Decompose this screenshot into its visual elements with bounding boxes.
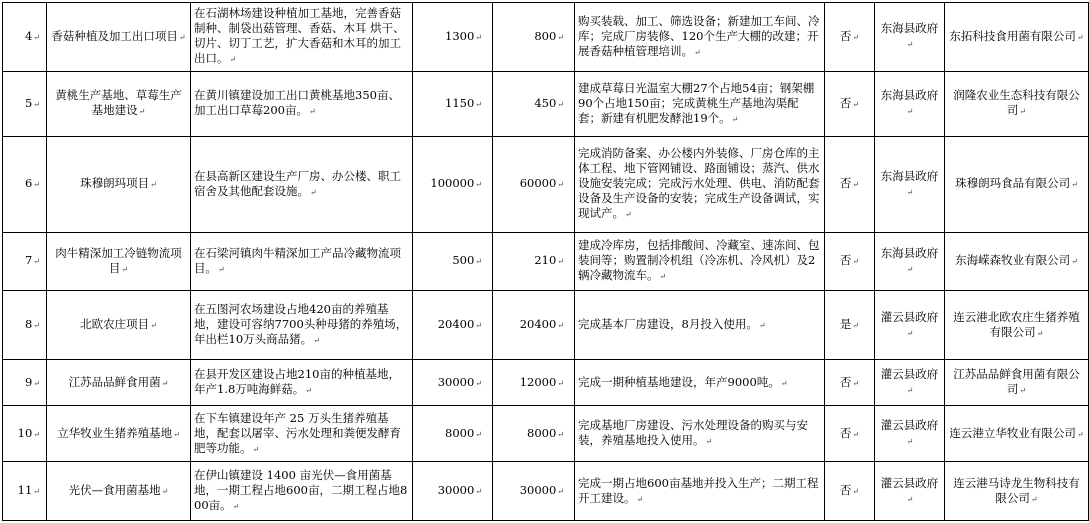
paragraph-mark-icon: ↵ bbox=[218, 264, 225, 274]
annual-investment-text: 20400 bbox=[519, 317, 557, 332]
progress-cell bbox=[575, 360, 825, 406]
construction-content-text: 在县开发区建设占地210亩的种植基地，年产1.8万吨海鲜菇。 bbox=[194, 367, 400, 397]
construction-content-text: 在下车镇建设年产 25 万头生猪养殖基地，配套以屠宰、污水处理和粪便发酵育肥等功能。 bbox=[194, 410, 401, 455]
project-name-cell bbox=[47, 360, 191, 406]
paragraph-mark-icon: ↵ bbox=[852, 32, 860, 42]
paragraph-mark-icon: ↵ bbox=[310, 187, 317, 197]
row-number-text: 6 bbox=[24, 176, 33, 191]
progress-text: 完成一期占地600亩基地并投入生产；二期工程开工建设。 bbox=[578, 475, 819, 505]
progress-cell bbox=[575, 71, 825, 136]
company-text: 连云港马诗龙生物科技有限公司 bbox=[953, 475, 1080, 505]
progress-text: 完成消防备案、办公楼内外装修、厂房仓库的主体工程、地下管网铺设、路面铺设；蒸汽、供水设施安装完成；完成污水处理、供电、消防配套设备及生产设备的安装；完成生产设备调试，实现试产。 bbox=[578, 146, 820, 221]
company-text: 江苏品品鲜食用菌有限公司 bbox=[953, 367, 1080, 397]
project-name-text: 黄桃生产基地、草莓生产基地建设 bbox=[55, 88, 182, 118]
responsible-government-text: 东海县政府 bbox=[880, 21, 939, 36]
construction-content-text: 在石梁河镇肉牛精深加工产品冷藏物流项目。 bbox=[194, 245, 401, 275]
paragraph-mark-icon: ↵ bbox=[1030, 494, 1038, 504]
annual-investment-text: 8000 bbox=[527, 425, 557, 440]
paragraph-mark-icon: ↵ bbox=[906, 107, 914, 117]
project-name-cell bbox=[47, 3, 191, 72]
row-number-text: 7 bbox=[24, 253, 33, 268]
company-text: 东海嵘森牧业有限公司 bbox=[955, 253, 1071, 268]
total-investment-text: 1150 bbox=[445, 95, 475, 110]
row-number-cell bbox=[3, 3, 47, 72]
progress-text: 完成基地厂房建设、污水处理设备的购买与安装，养殖基地投入使用。 bbox=[578, 418, 808, 448]
progress-cell bbox=[575, 3, 825, 72]
paragraph-mark-icon: ↵ bbox=[475, 32, 482, 42]
company-cell bbox=[945, 291, 1089, 360]
paragraph-mark-icon: ↵ bbox=[557, 180, 564, 190]
paragraph-mark-icon: ↵ bbox=[305, 386, 312, 396]
row-number-cell bbox=[3, 462, 47, 521]
paragraph-mark-icon: ↵ bbox=[852, 378, 860, 388]
flag-cell bbox=[825, 136, 875, 232]
paragraph-mark-icon: ↵ bbox=[475, 180, 482, 190]
total-investment-cell bbox=[413, 3, 493, 72]
project-table bbox=[2, 2, 1089, 521]
construction-content-text: 在五图河农场建设占地420亩的养殖基地，建设可容纳7700头种母猪的养殖场，年出栏10万头商品猪。 bbox=[194, 302, 408, 347]
table-body bbox=[3, 3, 1089, 521]
responsible-government-text: 灌云县政府 bbox=[880, 475, 939, 490]
project-name-text: 香菇种植及加工出口项目 bbox=[51, 28, 178, 43]
total-investment-cell bbox=[413, 71, 493, 136]
progress-cell bbox=[575, 291, 825, 360]
paragraph-mark-icon: ↵ bbox=[557, 429, 564, 439]
paragraph-mark-icon: ↵ bbox=[475, 487, 482, 497]
responsible-government-cell bbox=[875, 3, 945, 72]
paragraph-mark-icon: ↵ bbox=[852, 429, 860, 439]
annual-investment-text: 12000 bbox=[519, 374, 557, 389]
responsible-government-cell bbox=[875, 291, 945, 360]
paragraph-mark-icon: ↵ bbox=[852, 487, 860, 497]
company-cell bbox=[945, 360, 1089, 406]
paragraph-mark-icon: ↵ bbox=[557, 99, 564, 109]
responsible-government-cell bbox=[875, 136, 945, 232]
total-investment-text: 500 bbox=[452, 253, 475, 268]
annual-investment-cell bbox=[493, 291, 575, 360]
total-investment-text: 100000 bbox=[430, 176, 475, 191]
flag-cell bbox=[825, 291, 875, 360]
flag-text: 否 bbox=[839, 374, 852, 389]
construction-content-cell bbox=[191, 71, 413, 136]
paragraph-mark-icon: ↵ bbox=[852, 180, 860, 190]
table-row bbox=[3, 3, 1089, 72]
responsible-government-text: 东海县政府 bbox=[880, 88, 939, 103]
total-investment-text: 1300 bbox=[445, 28, 475, 43]
construction-content-text: 在黄川镇建设加工出口黄桃基地350亩、加工出口草莓200亩。 bbox=[194, 88, 400, 118]
company-text: 珠穆朗玛食品有限公司 bbox=[955, 176, 1071, 191]
total-investment-cell bbox=[413, 406, 493, 462]
table-row bbox=[3, 71, 1089, 136]
paragraph-mark-icon: ↵ bbox=[852, 99, 860, 109]
annual-investment-cell bbox=[493, 406, 575, 462]
paragraph-mark-icon: ↵ bbox=[232, 502, 240, 512]
project-name-cell bbox=[47, 232, 191, 290]
project-name-cell bbox=[47, 291, 191, 360]
paragraph-mark-icon: ↵ bbox=[33, 378, 40, 388]
row-number-text: 8 bbox=[24, 317, 33, 332]
paragraph-mark-icon: ↵ bbox=[636, 494, 644, 504]
paragraph-mark-icon: ↵ bbox=[33, 180, 40, 190]
flag-text: 否 bbox=[839, 425, 852, 440]
paragraph-mark-icon: ↵ bbox=[557, 321, 564, 331]
annual-investment-cell bbox=[493, 360, 575, 406]
progress-text: 完成基本厂房建设，8月投入使用。 bbox=[578, 317, 758, 332]
paragraph-mark-icon: ↵ bbox=[252, 444, 260, 454]
row-number-text: 10 bbox=[17, 425, 33, 440]
responsible-government-text: 灌云县政府 bbox=[880, 367, 939, 382]
flag-text: 否 bbox=[839, 253, 852, 268]
company-text: 连云港立华牧业有限公司 bbox=[949, 425, 1076, 440]
company-text: 东拓科技食用菌有限公司 bbox=[949, 28, 1076, 43]
construction-content-text: 在县高新区建设生产厂房、办公楼、职工宿舍及其他配套设施。 bbox=[194, 168, 401, 198]
paragraph-mark-icon: ↵ bbox=[557, 487, 564, 497]
flag-cell bbox=[825, 462, 875, 521]
project-name-text: 北欧农庄项目 bbox=[80, 317, 150, 332]
table-row bbox=[3, 232, 1089, 290]
construction-content-cell bbox=[191, 232, 413, 290]
flag-text: 否 bbox=[839, 95, 852, 110]
annual-investment-cell bbox=[493, 462, 575, 521]
total-investment-text: 30000 bbox=[437, 483, 475, 498]
paragraph-mark-icon: ↵ bbox=[694, 47, 701, 57]
responsible-government-cell bbox=[875, 232, 945, 290]
paragraph-mark-icon: ↵ bbox=[557, 257, 564, 267]
paragraph-mark-icon: ↵ bbox=[33, 99, 40, 109]
responsible-government-cell bbox=[875, 462, 945, 521]
row-number-cell bbox=[3, 136, 47, 232]
project-name-text: 肉牛精深加工冷链物流项目 bbox=[55, 245, 182, 275]
progress-cell bbox=[575, 136, 825, 232]
paragraph-mark-icon: ↵ bbox=[475, 429, 482, 439]
total-investment-text: 8000 bbox=[445, 425, 475, 440]
paragraph-mark-icon: ↵ bbox=[121, 264, 129, 274]
annual-investment-cell bbox=[493, 136, 575, 232]
paragraph-mark-icon: ↵ bbox=[150, 321, 157, 331]
paragraph-mark-icon: ↵ bbox=[557, 32, 564, 42]
paragraph-mark-icon: ↵ bbox=[852, 257, 860, 267]
paragraph-mark-icon: ↵ bbox=[731, 114, 739, 124]
responsible-government-cell bbox=[875, 360, 945, 406]
project-name-cell bbox=[47, 71, 191, 136]
annual-investment-text: 800 bbox=[534, 28, 557, 43]
row-number-text: 9 bbox=[24, 374, 33, 389]
project-name-cell bbox=[47, 462, 191, 521]
progress-cell bbox=[575, 406, 825, 462]
paragraph-mark-icon: ↵ bbox=[906, 386, 914, 396]
total-investment-text: 20400 bbox=[437, 317, 475, 332]
paragraph-mark-icon: ↵ bbox=[852, 321, 860, 331]
construction-content-cell bbox=[191, 360, 413, 406]
responsible-government-text: 灌云县政府 bbox=[880, 309, 939, 324]
responsible-government-text: 东海县政府 bbox=[880, 245, 939, 260]
table-row bbox=[3, 462, 1089, 521]
paragraph-mark-icon: ↵ bbox=[33, 32, 40, 42]
company-cell bbox=[945, 71, 1089, 136]
paragraph-mark-icon: ↵ bbox=[1019, 107, 1027, 117]
paragraph-mark-icon: ↵ bbox=[173, 429, 180, 439]
row-number-cell bbox=[3, 291, 47, 360]
company-text: 连云港北欧农庄生猪养殖有限公司 bbox=[953, 309, 1080, 339]
flag-text: 是 bbox=[839, 317, 852, 332]
project-name-text: 光伏—食用菌基地 bbox=[68, 483, 161, 498]
annual-investment-text: 60000 bbox=[519, 176, 557, 191]
construction-content-cell bbox=[191, 3, 413, 72]
paragraph-mark-icon: ↵ bbox=[33, 429, 40, 439]
construction-content-text: 在伊山镇建设 1400 亩光伏—食用菌基地，一期工程占地600亩，二期工程占地800亩。 bbox=[194, 468, 408, 513]
responsible-government-cell bbox=[875, 71, 945, 136]
total-investment-cell bbox=[413, 291, 493, 360]
paragraph-mark-icon: ↵ bbox=[150, 180, 157, 190]
company-cell bbox=[945, 3, 1089, 72]
progress-cell bbox=[575, 462, 825, 521]
annual-investment-text: 30000 bbox=[519, 483, 557, 498]
responsible-government-cell bbox=[875, 406, 945, 462]
flag-cell bbox=[825, 406, 875, 462]
annual-investment-cell bbox=[493, 3, 575, 72]
paragraph-mark-icon: ↵ bbox=[475, 378, 482, 388]
construction-content-cell bbox=[191, 462, 413, 521]
table-row bbox=[3, 406, 1089, 462]
paragraph-mark-icon: ↵ bbox=[161, 378, 169, 388]
progress-cell bbox=[575, 232, 825, 290]
paragraph-mark-icon: ↵ bbox=[178, 32, 186, 42]
paragraph-mark-icon: ↵ bbox=[758, 321, 766, 331]
project-name-text: 立华牧业生猪养殖基地 bbox=[57, 425, 173, 440]
total-investment-cell bbox=[413, 136, 493, 232]
paragraph-mark-icon: ↵ bbox=[906, 437, 914, 447]
company-cell bbox=[945, 406, 1089, 462]
paragraph-mark-icon: ↵ bbox=[229, 55, 237, 65]
paragraph-mark-icon: ↵ bbox=[313, 336, 320, 346]
flag-cell bbox=[825, 232, 875, 290]
paragraph-mark-icon: ↵ bbox=[906, 187, 914, 197]
paragraph-mark-icon: ↵ bbox=[780, 378, 788, 388]
paragraph-mark-icon: ↵ bbox=[906, 494, 914, 504]
paragraph-mark-icon: ↵ bbox=[33, 321, 40, 331]
paragraph-mark-icon: ↵ bbox=[138, 107, 146, 117]
paragraph-mark-icon: ↵ bbox=[1076, 32, 1084, 42]
annual-investment-text: 210 bbox=[534, 253, 557, 268]
row-number-text: 5 bbox=[24, 95, 33, 110]
progress-text: 完成一期种植基地建设，年产9000吨。 bbox=[578, 374, 780, 389]
row-number-text: 4 bbox=[24, 28, 33, 43]
company-cell bbox=[945, 462, 1089, 521]
paragraph-mark-icon: ↵ bbox=[475, 99, 482, 109]
paragraph-mark-icon: ↵ bbox=[659, 272, 667, 282]
responsible-government-text: 东海县政府 bbox=[880, 168, 939, 183]
construction-content-cell bbox=[191, 136, 413, 232]
construction-content-text: 在石湖林场建设种植加工基地，完善香菇制种、制袋出菇管理、香菇、木耳 烘干、切片、切丁工艺，扩大香菇和木耳的加工出口。 bbox=[194, 6, 405, 66]
progress-text: 建成冷库房，包括排酸间、冷藏室、速冻间、包装间等；购置制冷机组（冷冻机、冷风机）及2辆冷藏物流车。 bbox=[578, 238, 820, 283]
paragraph-mark-icon: ↵ bbox=[33, 257, 40, 267]
paragraph-mark-icon: ↵ bbox=[705, 437, 713, 447]
paragraph-mark-icon: ↵ bbox=[625, 210, 632, 220]
row-number-cell bbox=[3, 232, 47, 290]
paragraph-mark-icon: ↵ bbox=[161, 487, 169, 497]
row-number-text: 11 bbox=[17, 483, 33, 498]
progress-text: 购买装载、加工、筛选设备；新建加工车间、冷库；完成厂房装修、120个生产大棚的改建；开展香菇种植管理培训。 bbox=[578, 13, 820, 58]
annual-investment-cell bbox=[493, 71, 575, 136]
paragraph-mark-icon: ↵ bbox=[33, 487, 40, 497]
total-investment-cell bbox=[413, 462, 493, 521]
paragraph-mark-icon: ↵ bbox=[906, 264, 914, 274]
project-name-cell bbox=[47, 136, 191, 232]
annual-investment-cell bbox=[493, 232, 575, 290]
paragraph-mark-icon: ↵ bbox=[308, 107, 316, 117]
row-number-cell bbox=[3, 406, 47, 462]
paragraph-mark-icon: ↵ bbox=[557, 378, 564, 388]
paragraph-mark-icon: ↵ bbox=[1071, 180, 1078, 190]
progress-text: 建成草莓日光温室大棚27个占地54亩；钢架棚90个占地150亩；完成黄桃生产基地沟渠配套；新建有机肥发酵池19个。 bbox=[578, 80, 815, 125]
flag-cell bbox=[825, 360, 875, 406]
construction-content-cell bbox=[191, 406, 413, 462]
flag-cell bbox=[825, 71, 875, 136]
company-cell bbox=[945, 136, 1089, 232]
paragraph-mark-icon: ↵ bbox=[906, 328, 914, 338]
project-name-text: 珠穆朗玛项目 bbox=[80, 176, 150, 191]
table-row bbox=[3, 136, 1089, 232]
flag-text: 否 bbox=[839, 28, 852, 43]
paragraph-mark-icon: ↵ bbox=[475, 321, 482, 331]
company-text: 润隆农业生态科技有限公司 bbox=[953, 88, 1080, 118]
paragraph-mark-icon: ↵ bbox=[906, 40, 914, 50]
paragraph-mark-icon: ↵ bbox=[1019, 386, 1027, 396]
total-investment-cell bbox=[413, 360, 493, 406]
annual-investment-text: 450 bbox=[534, 95, 557, 110]
paragraph-mark-icon: ↵ bbox=[1076, 429, 1084, 439]
paragraph-mark-icon: ↵ bbox=[1071, 257, 1078, 267]
paragraph-mark-icon: ↵ bbox=[475, 257, 482, 267]
flag-text: 否 bbox=[839, 483, 852, 498]
total-investment-text: 30000 bbox=[437, 374, 475, 389]
total-investment-cell bbox=[413, 232, 493, 290]
row-number-cell bbox=[3, 71, 47, 136]
project-name-text: 江苏品品鲜食用菌 bbox=[68, 374, 161, 389]
flag-cell bbox=[825, 3, 875, 72]
company-cell bbox=[945, 232, 1089, 290]
construction-content-cell bbox=[191, 291, 413, 360]
table-row bbox=[3, 291, 1089, 360]
row-number-cell bbox=[3, 360, 47, 406]
paragraph-mark-icon: ↵ bbox=[1036, 328, 1044, 338]
flag-text: 否 bbox=[839, 176, 852, 191]
project-name-cell bbox=[47, 406, 191, 462]
table-row bbox=[3, 360, 1089, 406]
responsible-government-text: 灌云县政府 bbox=[880, 418, 939, 433]
